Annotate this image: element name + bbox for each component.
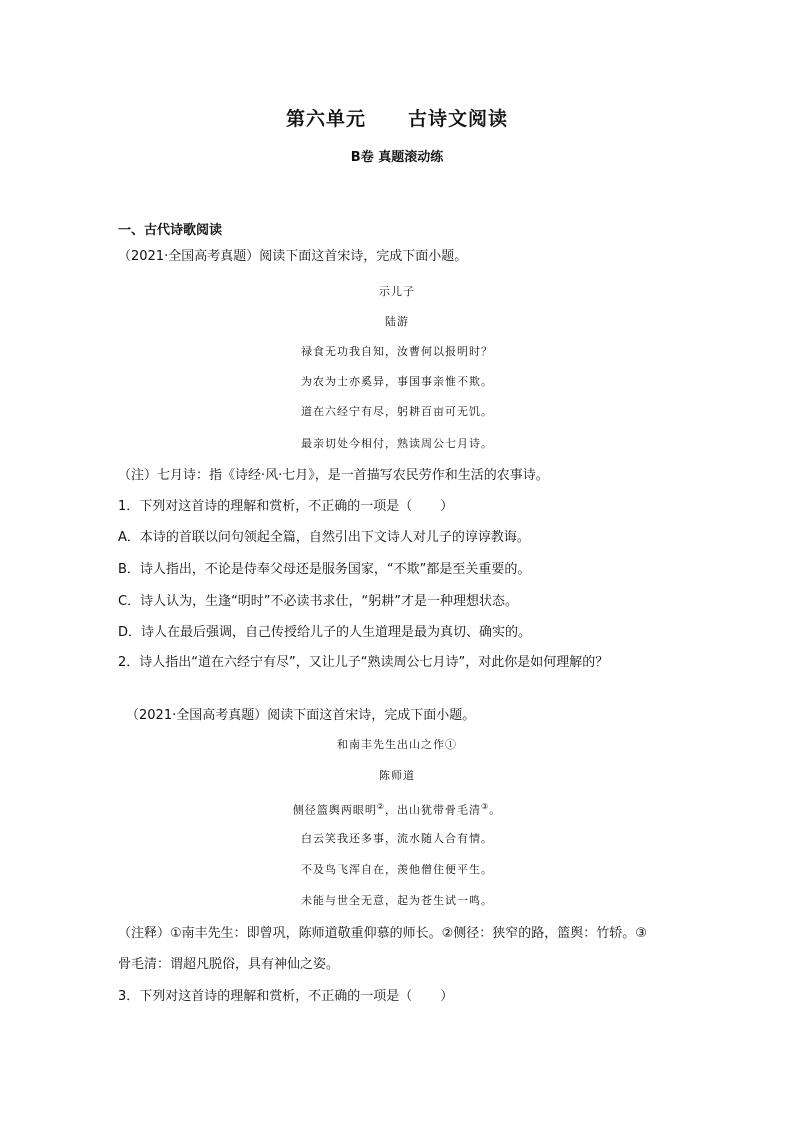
question-1-stem: 1．下列对这首诗的理解和赏析，不正确的一项是（: [118, 499, 413, 514]
poem2-line: 不及鸟飞浑自在，羡他僧住便平生。: [301, 863, 493, 876]
poem1-line: 禄食无功我自知，汝曹何以报明时？: [301, 345, 493, 358]
question-3-close: ）: [440, 989, 454, 1004]
poem2-line-text: ，出山犹带骨毛清: [385, 803, 481, 817]
topic-title: 古诗文阅读: [408, 108, 509, 130]
question-3: [118, 988, 453, 1006]
poem2-line: [0, 799, 794, 819]
poem2-line-text: 侧径篮舆两眼明: [292, 803, 377, 817]
page-subtitle: B卷 真题滚动练: [350, 150, 444, 165]
question-2: 2．诗人指出“道在六经宁有尽”，又让儿子“熟读周公七月诗”，对此你是如何理解的？: [118, 655, 609, 670]
passage2-note-line2: 骨毛清：谓超凡脱俗，具有神仙之姿。: [118, 957, 340, 972]
poem2-line-text: 。: [489, 803, 502, 817]
poem1-title: 示儿子: [379, 285, 415, 298]
poem2-author: 陈师道: [379, 769, 415, 782]
page-title: [0, 104, 794, 131]
passage2-source: （2021·全国高考真题）阅读下面这首宋诗，完成下面小题。: [126, 708, 476, 723]
option-a: A．本诗的首联以问句领起全篇，自然引出下文诗人对儿子的谆谆教诲。: [118, 530, 530, 545]
poem2-title-mark: ①: [445, 738, 457, 751]
section-heading: 一、古代诗歌阅读: [118, 223, 223, 238]
footnote-mark: ③: [481, 802, 490, 811]
question-3-stem: 3．下列对这首诗的理解和赏析，不正确的一项是（: [118, 989, 413, 1004]
poem2-title: [0, 737, 794, 753]
unit-title: 第六单元: [285, 108, 366, 130]
poem1-line: 道在六经宁有尽，躬耕百亩可无饥。: [301, 405, 493, 418]
question-1: [118, 498, 453, 516]
question-1-close: ）: [440, 499, 454, 514]
poem2-title-text: 和南丰先生出山之作: [337, 738, 445, 751]
option-d: D．诗人在最后强调，自己传授给儿子的人生道理是最为真切、确实的。: [118, 625, 532, 640]
poem2-line: 白云笑我还多事，流水随人合有情。: [301, 832, 493, 845]
poem1-author: 陆游: [385, 315, 409, 328]
poem2-line: 未能与世全无意，起为苍生试一鸣。: [301, 894, 493, 907]
footnote-mark: ②: [376, 802, 385, 811]
option-c: C．诗人认为，生逢“明时”不必读书求仕，“躬耕”才是一种理想状态。: [118, 594, 519, 609]
poem1-line: 为农为士亦奚异，事国事亲惟不欺。: [301, 375, 493, 388]
passage1-source: （2021·全国高考真题）阅读下面这首宋诗，完成下面小题。: [118, 249, 468, 264]
passage1-note: （注）七月诗：指《诗经·风·七月》，是一首描写农民劳作和生活的农事诗。: [118, 468, 549, 483]
option-b: B．诗人指出，不论是侍奉父母还是服务国家，“不欺”都是至关重要的。: [118, 562, 531, 577]
passage2-note-line1: （注释）①南丰先生：即曾巩，陈师道敬重仰慕的师长。②侧径：狭窄的路，篮舆：竹轿。③: [118, 926, 647, 941]
poem1-line: 最亲切处今相付，熟读周公七月诗。: [301, 437, 493, 450]
